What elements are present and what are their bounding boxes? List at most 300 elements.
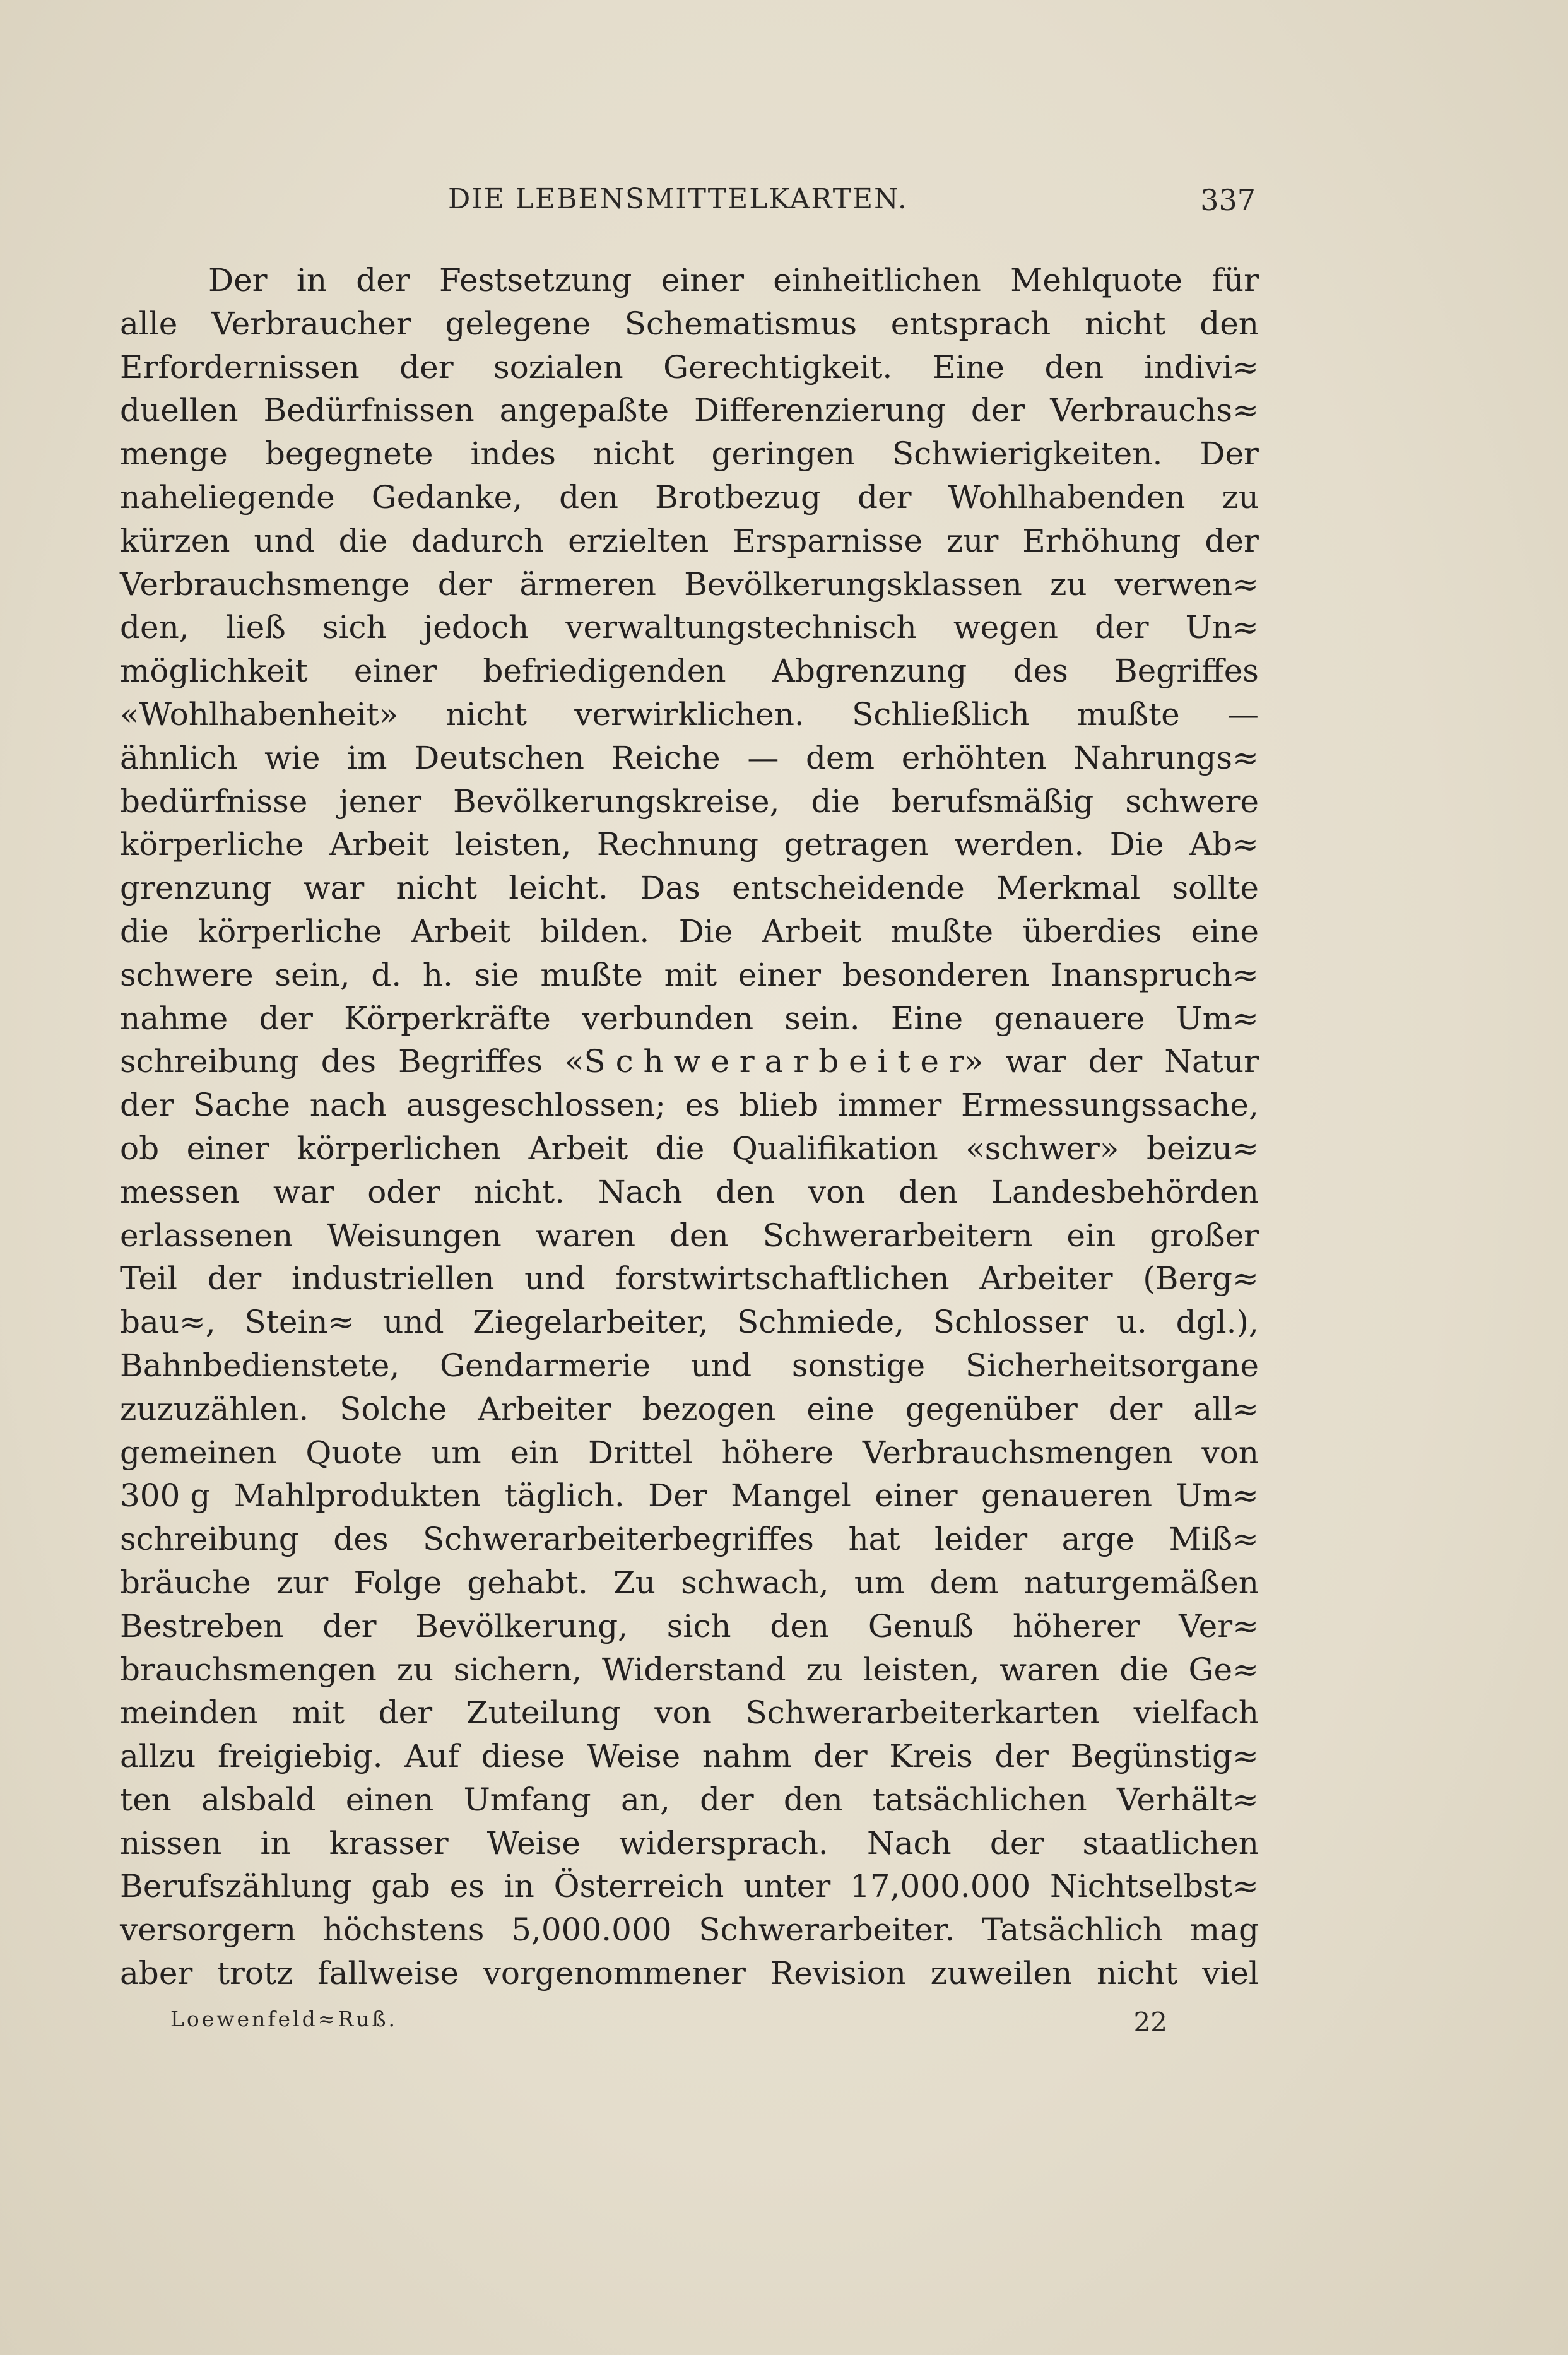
word: war <box>303 870 365 907</box>
word: Genuß <box>868 1607 974 1644</box>
word: Nichtselbst≈ <box>1049 1868 1259 1905</box>
text-line <box>120 476 1259 519</box>
word: Stein≈ <box>244 1304 355 1341</box>
word: Inanspruch≈ <box>1051 956 1259 993</box>
word: naheliegende <box>120 478 335 516</box>
word: Bestreben <box>120 1607 284 1644</box>
word: es <box>685 1087 720 1124</box>
word: entscheidende <box>732 870 965 907</box>
word: grenzung <box>120 870 272 907</box>
word: um <box>854 1564 905 1601</box>
word: gemeinen <box>120 1434 277 1471</box>
word: der <box>120 1087 174 1124</box>
word: menge <box>120 435 228 473</box>
word: Der <box>648 1477 707 1514</box>
word: bräuche <box>120 1564 251 1601</box>
word: einer <box>353 652 437 690</box>
word: Natur <box>1164 1043 1259 1080</box>
word: von <box>808 1173 866 1210</box>
word: der <box>1088 1043 1143 1080</box>
word: verwen≈ <box>1114 565 1259 603</box>
word: von <box>654 1694 712 1732</box>
word: sozialen <box>493 348 623 386</box>
word: Schematismus <box>624 305 858 342</box>
word: Schwerarbeiter. <box>699 1911 955 1949</box>
text-line <box>120 1040 1259 1083</box>
text-line <box>120 1388 1259 1431</box>
word: schwere <box>120 956 254 993</box>
word: Die <box>678 912 733 950</box>
text-line <box>120 1952 1259 1995</box>
word: Weise <box>486 1824 581 1862</box>
word: Widerstand <box>601 1651 786 1688</box>
word: nissen <box>120 1824 222 1862</box>
word: der <box>1205 522 1259 559</box>
word: Begriffes <box>1114 652 1259 690</box>
word: ein <box>1066 1217 1116 1254</box>
text-line <box>120 1171 1259 1214</box>
word: den <box>1044 348 1104 386</box>
word: Schwerarbeitern <box>762 1217 1033 1254</box>
word: körperlichen <box>297 1130 502 1167</box>
word: leisten, <box>454 826 572 863</box>
word: Um≈ <box>1176 1477 1259 1514</box>
word: Mahlprodukten <box>233 1477 481 1514</box>
word: Zu <box>613 1564 656 1601</box>
word: Merkmal <box>996 870 1141 907</box>
word: Un≈ <box>1185 609 1259 646</box>
word: angepaßte <box>499 392 669 429</box>
word: nahm <box>702 1738 792 1775</box>
word: der <box>970 392 1025 429</box>
word: widersprach. <box>619 1824 828 1862</box>
word: Teil <box>120 1260 178 1297</box>
word: diese <box>481 1738 565 1775</box>
word: einer <box>661 262 744 298</box>
word: mit <box>664 956 717 993</box>
word: hat <box>848 1521 900 1558</box>
word: versorgern <box>120 1911 297 1949</box>
word: der <box>207 1260 262 1297</box>
text-line <box>120 302 1259 346</box>
word: waren <box>535 1217 636 1254</box>
word: jener <box>339 782 422 820</box>
word: des <box>1013 652 1068 690</box>
word: Die <box>1109 826 1164 863</box>
word: einen <box>345 1781 434 1818</box>
page-header <box>120 183 1256 227</box>
word: täglich. <box>504 1477 625 1514</box>
page-number: 337 <box>1200 183 1256 217</box>
text-line <box>120 1822 1259 1865</box>
text-line <box>120 1214 1259 1258</box>
word: sollte <box>1172 870 1259 907</box>
word: Ziegelarbeiter, <box>473 1304 709 1341</box>
word: Bahnbedienstete, <box>120 1347 400 1384</box>
word: Verbrauchsmenge <box>120 565 410 603</box>
word: ließ <box>225 609 286 646</box>
word: verwaltungstechnisch <box>565 609 917 646</box>
word: und <box>254 522 315 559</box>
word: besonderen <box>842 956 1030 993</box>
word: — <box>747 739 779 776</box>
word: der <box>813 1738 868 1775</box>
word: Wohlhabenden <box>948 478 1186 516</box>
word: Bevölkerungsklassen <box>684 565 1022 603</box>
word: blieb <box>739 1087 819 1124</box>
word: indivi≈ <box>1143 348 1259 386</box>
word: von <box>1201 1434 1259 1471</box>
word: erzielten <box>568 522 709 559</box>
word: Landesbehörden <box>991 1173 1259 1210</box>
word: bilden. <box>539 912 650 950</box>
word: es <box>449 1868 485 1905</box>
word: schreibung <box>120 1043 299 1080</box>
word: Schwerarbeiterbegriffes <box>423 1521 814 1558</box>
word: im <box>347 739 387 776</box>
word: bau≈, <box>120 1304 216 1341</box>
text-line <box>120 1735 1259 1778</box>
word: der <box>700 1781 754 1818</box>
word: h. <box>422 956 453 993</box>
word: Deutschen <box>414 739 584 776</box>
word: fallweise <box>317 1955 459 1992</box>
word: Ver≈ <box>1179 1607 1259 1644</box>
word: Ermessungssache, <box>960 1087 1259 1124</box>
word: vorgenommener <box>483 1955 746 1992</box>
word: freigiebig. <box>217 1738 383 1775</box>
word: berufsmäßig <box>891 782 1094 820</box>
word: tatsächlichen <box>873 1781 1087 1818</box>
word: Bevölkerung, <box>415 1607 628 1644</box>
word: Gerechtigkeit. <box>663 348 893 386</box>
text-line <box>120 563 1259 606</box>
word: leicht. <box>509 870 608 907</box>
word: Nahrungs≈ <box>1073 739 1259 776</box>
word: 300 g <box>120 1477 211 1514</box>
word: gab <box>371 1868 430 1905</box>
word: Miß≈ <box>1169 1521 1259 1558</box>
word: Verbrauchs≈ <box>1050 392 1259 429</box>
text-line <box>120 519 1259 563</box>
word: arge <box>1061 1521 1135 1558</box>
word: Weisungen <box>327 1217 502 1254</box>
word: der <box>437 565 492 603</box>
word: Der <box>208 262 268 298</box>
text-line <box>120 1431 1259 1475</box>
word: höherer <box>1012 1607 1140 1644</box>
text-line <box>120 432 1259 476</box>
word: dgl.), <box>1176 1304 1259 1341</box>
word: war <box>273 1173 334 1210</box>
word: sein. <box>784 1000 860 1037</box>
word: höhere <box>721 1434 834 1471</box>
word: überdies <box>1022 912 1162 950</box>
word: mit <box>292 1694 345 1732</box>
word: kürzen <box>120 522 230 559</box>
word: forstwirtschaftlichen <box>615 1260 950 1297</box>
word: ten <box>120 1781 172 1818</box>
word: war <box>1005 1043 1066 1080</box>
word: Bevölkerungskreise, <box>452 782 780 820</box>
word: sich <box>322 609 387 646</box>
text-line <box>120 1083 1259 1127</box>
word: Verbrauchsmengen <box>862 1434 1173 1471</box>
word: eine <box>806 1390 875 1427</box>
word: Gedanke, <box>371 478 523 516</box>
word: der <box>1108 1390 1163 1427</box>
word: einer <box>875 1477 958 1514</box>
word: sein, <box>274 956 350 993</box>
word: ausgeschlossen; <box>406 1087 666 1124</box>
word: bezogen <box>642 1390 776 1427</box>
word: um <box>431 1434 481 1471</box>
text-line <box>120 866 1259 910</box>
word: Reiche <box>611 739 721 776</box>
text-line <box>120 1865 1259 1908</box>
word: Schwierigkeiten. <box>892 435 1163 473</box>
word: leider <box>934 1521 1028 1558</box>
word: Weise <box>587 1738 681 1775</box>
text-line <box>120 606 1259 649</box>
word: Schlosser <box>933 1304 1088 1341</box>
word: Der <box>1200 435 1259 473</box>
word: Ab≈ <box>1189 826 1259 863</box>
word: die <box>655 1130 705 1167</box>
text-line <box>120 1691 1259 1735</box>
word: leisten, <box>863 1651 980 1688</box>
word: d. <box>371 956 402 993</box>
word: in <box>260 1824 291 1862</box>
word: messen <box>120 1173 240 1210</box>
word: all≈ <box>1193 1390 1259 1427</box>
word: zur <box>946 522 999 559</box>
word: waren <box>999 1651 1100 1688</box>
word: Verhält≈ <box>1116 1781 1259 1818</box>
word: der <box>858 478 912 516</box>
word: naturgemäßen <box>1023 1564 1259 1601</box>
word: für <box>1211 262 1259 298</box>
word: oder <box>367 1173 440 1210</box>
sheet-number: 22 <box>1133 2007 1167 2038</box>
text-line <box>120 1648 1259 1692</box>
word: die <box>1119 1651 1169 1688</box>
word: verbunden <box>582 1000 754 1037</box>
word: der <box>322 1607 377 1644</box>
word: Zuteilung <box>466 1694 621 1732</box>
word: Kreis <box>889 1738 973 1775</box>
text-line <box>120 823 1259 866</box>
word: in <box>296 262 327 298</box>
word: dem <box>929 1564 999 1601</box>
word: zuweilen <box>930 1955 1073 1992</box>
word: zuzuzählen. <box>120 1390 309 1427</box>
word: Begriffes <box>398 1043 543 1080</box>
word: Ge≈ <box>1188 1651 1259 1688</box>
word: schreibung <box>120 1521 299 1558</box>
text-line <box>120 1344 1259 1388</box>
word: in <box>504 1868 534 1905</box>
word: die <box>811 782 860 820</box>
word: Gendarmerie <box>440 1347 651 1384</box>
word: und <box>524 1260 586 1297</box>
word: Drittel <box>588 1434 693 1471</box>
word: — <box>1227 695 1259 733</box>
word: Eine <box>932 348 1005 386</box>
word: Um≈ <box>1176 1000 1259 1037</box>
word: der <box>399 348 454 386</box>
text-line <box>120 389 1259 432</box>
text-line <box>120 736 1259 780</box>
word: Eine <box>890 1000 964 1037</box>
word: duellen <box>120 392 239 429</box>
word: 17,000.000 <box>849 1868 1031 1905</box>
word: Umfang <box>463 1781 591 1818</box>
word: Mangel <box>731 1477 851 1514</box>
word: sich <box>666 1607 731 1644</box>
text-line <box>120 649 1259 693</box>
word: u. <box>1116 1304 1147 1341</box>
word: Nach <box>866 1824 952 1862</box>
text-line <box>120 953 1259 997</box>
printer-signature: Loewenfeld≈Ruß. <box>170 2007 398 2031</box>
word: wegen <box>953 609 1058 646</box>
word: der <box>989 1824 1044 1862</box>
word: «schwer» <box>965 1130 1119 1167</box>
word: indes <box>470 435 556 473</box>
word: körperliche <box>197 912 382 950</box>
text-line <box>120 1301 1259 1344</box>
word: getragen <box>784 826 929 863</box>
word: nicht <box>1084 305 1166 342</box>
word: den <box>716 1173 775 1210</box>
word: immer <box>837 1087 942 1124</box>
word: vielfach <box>1133 1694 1259 1732</box>
text-line <box>120 1605 1259 1648</box>
word: nicht <box>1096 1955 1178 1992</box>
word: den <box>1200 305 1259 342</box>
word: genaueren <box>981 1477 1153 1514</box>
word: Bedürfnissen <box>263 392 475 429</box>
word: Sache <box>193 1087 291 1124</box>
word: den, <box>120 609 189 646</box>
word: schwere <box>1125 782 1259 820</box>
word: Nach <box>598 1173 683 1210</box>
word: Quote <box>305 1434 403 1471</box>
word: ein <box>510 1434 560 1471</box>
word: sonstige <box>791 1347 926 1384</box>
word: Körperkräfte <box>344 1000 551 1037</box>
word: des <box>321 1043 376 1080</box>
word: dadurch <box>411 522 545 559</box>
text-line <box>120 1518 1259 1561</box>
text-line <box>120 910 1259 953</box>
word: höchstens <box>322 1911 485 1949</box>
word: und <box>690 1347 752 1384</box>
word: geringen <box>711 435 855 473</box>
word: nicht. <box>473 1173 565 1210</box>
text-line <box>120 1474 1259 1518</box>
word: ärmeren <box>519 565 656 603</box>
word: alle <box>120 305 178 342</box>
word: den <box>899 1173 958 1210</box>
word: sie <box>474 956 519 993</box>
word: genauere <box>994 1000 1145 1037</box>
word: «S c h w e r a r b e i t e r» <box>564 1043 984 1080</box>
word: des <box>333 1521 389 1558</box>
word: Erhöhung <box>1022 522 1181 559</box>
word: Sicherheitsorgane <box>965 1347 1259 1384</box>
word: den <box>783 1781 843 1818</box>
word: werden. <box>954 826 1085 863</box>
word: gelegene <box>445 305 591 342</box>
word: Folge <box>353 1564 442 1601</box>
word: großer <box>1150 1217 1259 1254</box>
word: und <box>383 1304 444 1341</box>
word: die <box>120 912 169 950</box>
word: Arbeiter <box>979 1260 1113 1297</box>
text-line <box>120 780 1259 823</box>
word: meinden <box>120 1694 258 1732</box>
word: Schmiede, <box>737 1304 905 1341</box>
word: entsprach <box>890 305 1051 342</box>
word: Tatsächlich <box>981 1911 1164 1949</box>
word: beizu≈ <box>1146 1130 1259 1167</box>
word: mußte <box>890 912 994 950</box>
text-line <box>120 1127 1259 1171</box>
word: unter <box>743 1868 831 1905</box>
word: allzu <box>120 1738 196 1775</box>
word: mag <box>1189 1911 1259 1949</box>
word: eine <box>1191 912 1259 950</box>
word: den <box>559 478 618 516</box>
word: nicht <box>592 435 675 473</box>
text-line <box>120 997 1259 1041</box>
word: nicht <box>396 870 477 907</box>
word: Auf <box>404 1738 459 1775</box>
word: trotz <box>216 1955 293 1992</box>
word: verwirklichen. <box>574 695 805 733</box>
word: Abgrenzung <box>772 652 967 690</box>
word: Solche <box>339 1390 447 1427</box>
word: Erfordernissen <box>120 348 360 386</box>
word: zur <box>276 1564 329 1601</box>
word: Rechnung <box>596 826 758 863</box>
word: Verbraucher <box>211 305 411 342</box>
word: einer <box>186 1130 269 1167</box>
word: zu <box>396 1651 434 1688</box>
word: «Wohlhabenheit» <box>120 695 399 733</box>
page-footer <box>170 2007 1167 2045</box>
word: der <box>994 1738 1049 1775</box>
word: zu <box>1050 565 1087 603</box>
word: der <box>378 1694 433 1732</box>
word: Schließlich <box>852 695 1030 733</box>
word: Arbeit <box>762 912 862 950</box>
word: ob <box>120 1130 160 1167</box>
word: möglichkeit <box>120 652 308 690</box>
word: erlassenen <box>120 1217 293 1254</box>
word: zu <box>806 1651 843 1688</box>
text-line <box>120 1561 1259 1605</box>
word: Ersparnisse <box>733 522 923 559</box>
word: aber <box>120 1955 193 1992</box>
word: bedürfnisse <box>120 782 308 820</box>
word: einer <box>738 956 821 993</box>
word: viel <box>1202 1955 1259 1992</box>
word: nahme <box>120 1000 228 1037</box>
word: staatlichen <box>1082 1824 1259 1862</box>
